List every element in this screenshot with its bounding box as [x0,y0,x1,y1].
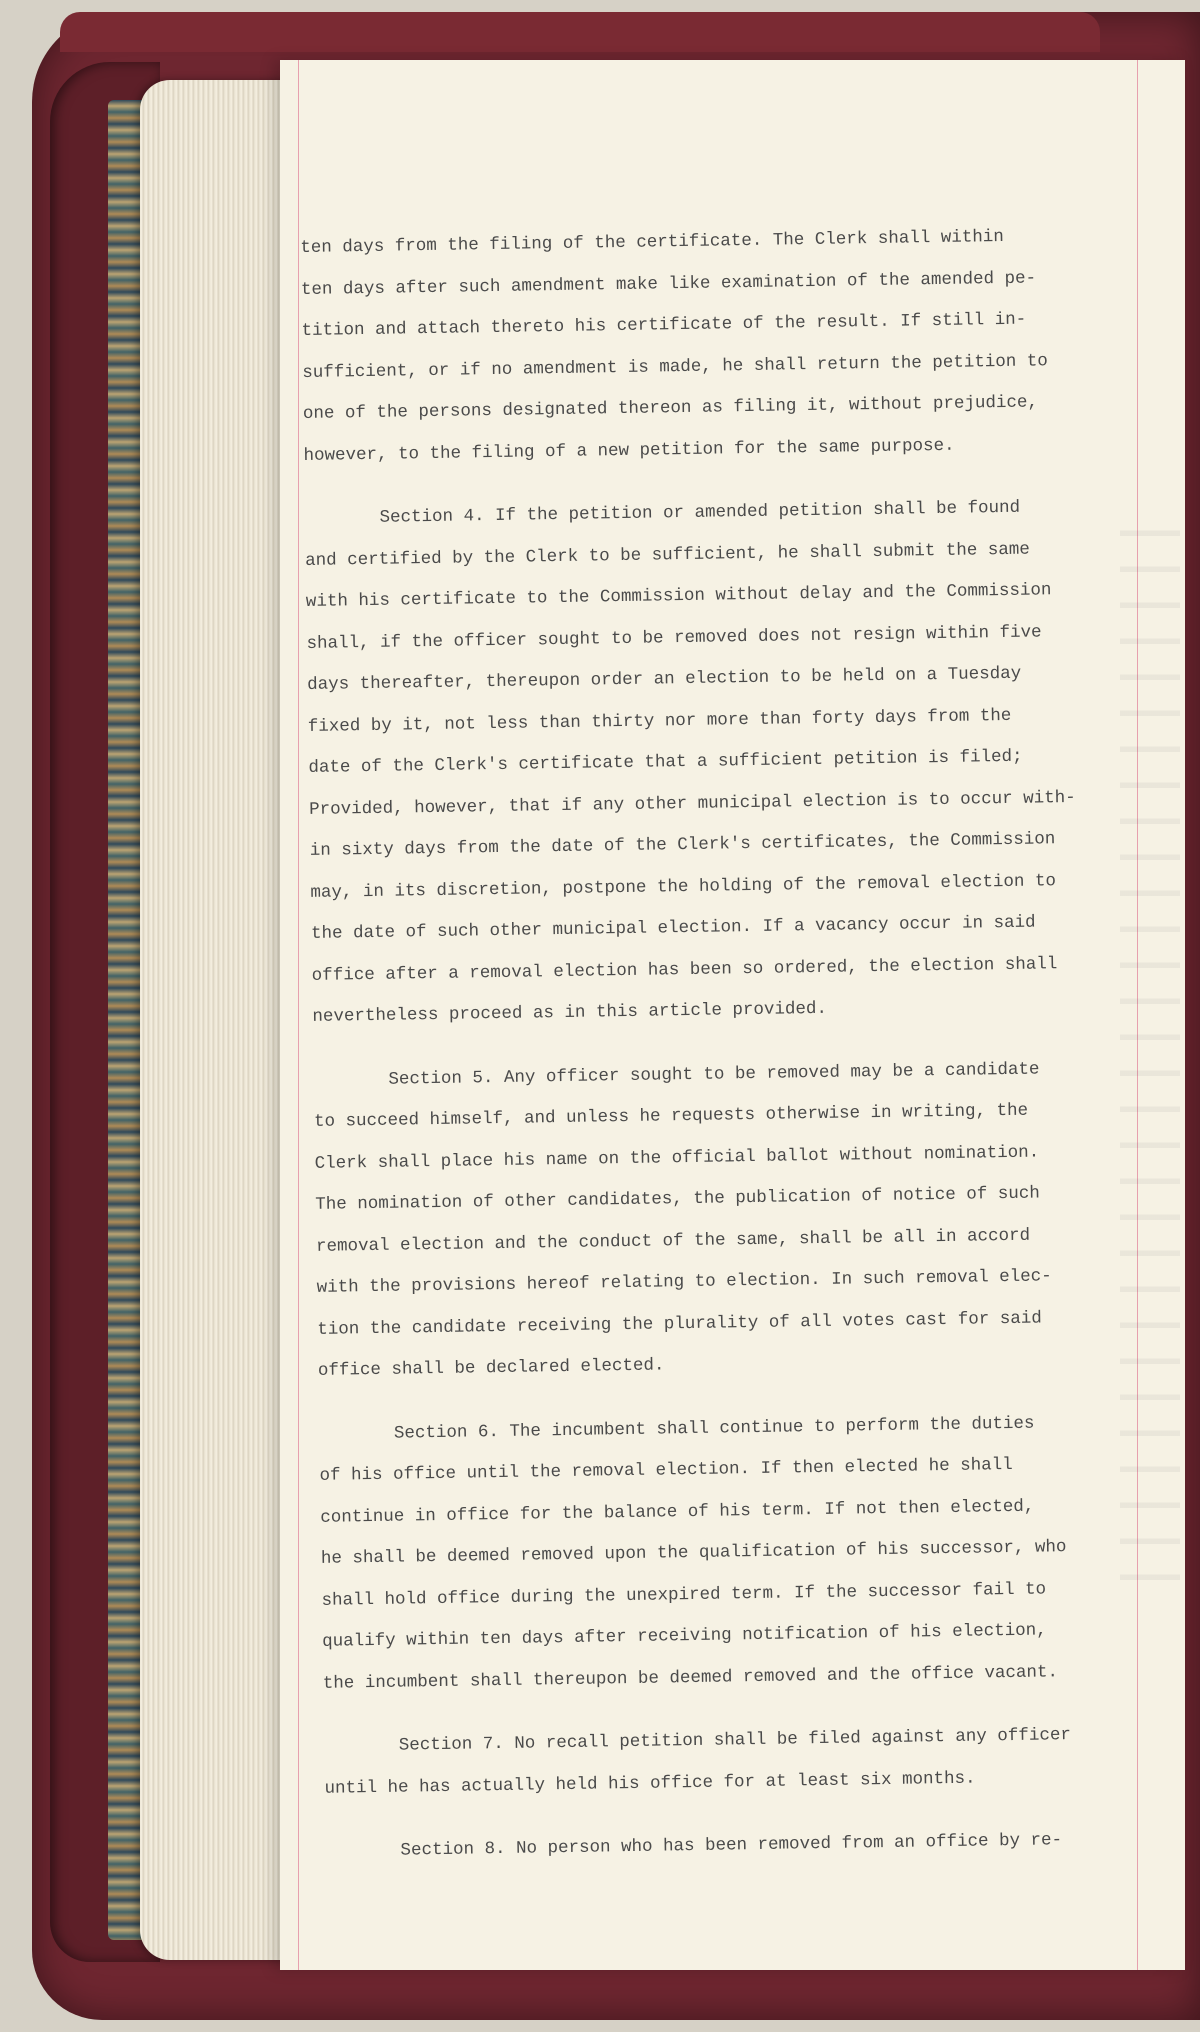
text-line: the incumbent shall thereupon be deemed removed and the office vacant. [322,1661,1059,1694]
text-line: removal election and the conduct of the same, shall be all in accord [315,1225,1031,1257]
text-line: Clerk shall place his name on the official ballot without nomination. [314,1142,1040,1174]
text-line: Section 5. Any officer sought to be removed may be a candidate [388,1058,1040,1090]
text-line: with his certificate to the Commission without delay and the Commission [305,580,1052,612]
text-line: tion the candidate receiving the plurality of all votes cast for said [317,1307,1042,1340]
text-line: nevertheless proceed as in this article provided. [312,998,828,1027]
book-cover-top [60,12,1100,52]
text-line: in sixty days from the date of the Clerk's certificates, the Commission [309,829,1056,861]
text-line: qualify within ten days after receiving notification of his election, [322,1620,1047,1652]
text-line: ten days from the filing of the certificate. The Clerk shall within [300,226,1005,258]
text-line: Section 6. The incumbent shall continue to perform the duties [393,1413,1035,1444]
section-7 [324,1714,1165,1810]
text-line: days thereafter, thereupon order an election to be held on a Tuesday [307,663,1022,695]
text-line: and certified by the Clerk to be sufficient, he shall submit the same [305,539,1030,571]
text-line: until he has actually held his office for at least six months. [324,1768,976,1799]
text-line: The nomination of other candidates, the publication of notice of such [315,1183,1041,1215]
section-5 [313,1047,1158,1392]
text-line: Section 7. No recall petition shall be filed against any officer [398,1725,1072,1756]
text-line: he shall be deemed removed upon the qualification of his successor, who [320,1537,1067,1569]
text-line: with the provisions hereof relating to election. In such removal elec- [316,1266,1052,1298]
text-line: to succeed himself, and unless he requests otherwise in writing, the [313,1100,1029,1132]
typed-text-body [300,215,1166,1873]
text-line: ten days after such amendment make like examination of the amended pe- [300,267,1037,300]
text-line: office after a removal election has been so ordered, the election shall [311,953,1058,986]
text-line: however, to the filing of a new petition for the same purpose. [303,435,955,466]
text-line: Section 8. No person who has been removed from an office by re- [400,1830,1063,1861]
text-line: tition and attach thereto his certificate of the result. If still in- [301,309,1027,341]
section-4 [304,486,1152,1039]
text-line: may, in its discretion, postpone the holding of the removal election to [310,870,1057,903]
text-line: of his office until the removal election. If then elected he shall [319,1454,1013,1486]
text-line: fixed by it, not less than thirty nor more than forty days from the [307,705,1012,737]
page-stack-edges [140,80,290,1960]
text-line: Section 4. If the petition or amended petition shall be found [379,497,1021,528]
text-line: sufficient, or if no amendment is made, he shall return the petition to [302,350,1048,383]
text-line: the date of such other municipal election. If a vacancy occur in said [310,912,1036,944]
section-6 [319,1401,1163,1705]
text-line: one of the persons designated thereon as filing it, without prejudice, [302,392,1039,424]
text-line: office shall be declared elected. [317,1355,665,1381]
text-line: Provided, however, that if any other municipal election is to occur with- [308,787,1076,820]
text-line: continue in office for the balance of his term. If not then elected, [320,1496,1035,1528]
text-line: shall hold office during the unexpired term. If the successor fail to [321,1578,1047,1611]
paragraph-continuation [300,215,1144,477]
left-margin-rule [298,60,299,1970]
text-line: date of the Clerk's certificate that a sufficient petition is filed; [308,746,1023,778]
text-line: shall, if the officer sought to be removed does not resign within five [306,621,1042,654]
